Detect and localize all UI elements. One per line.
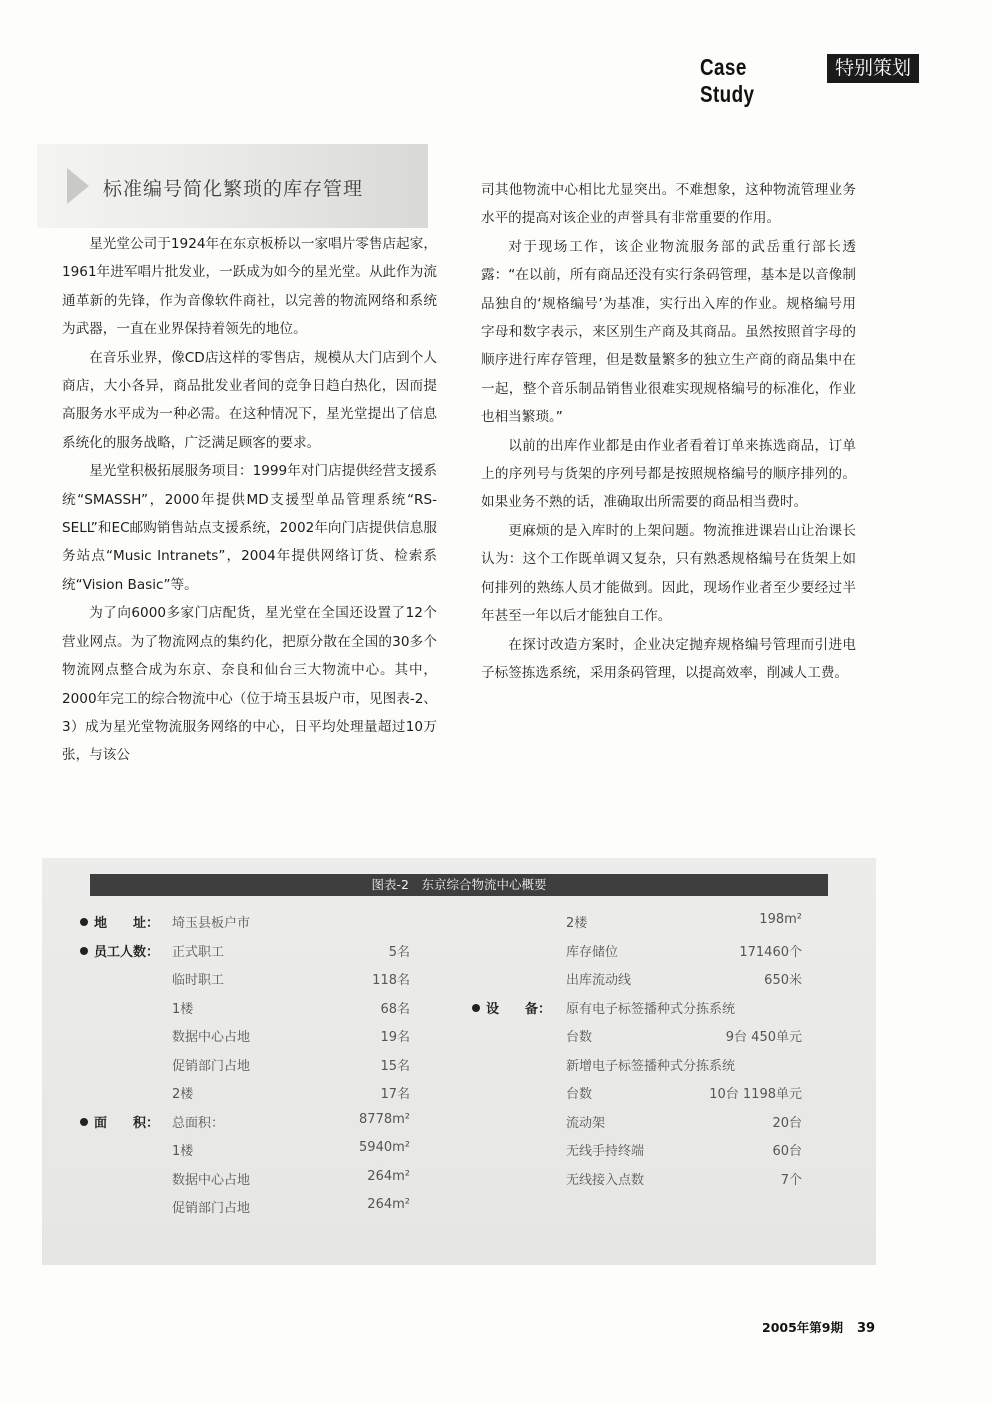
table-row-value: 15名 <box>380 1058 410 1074</box>
table-row-item: 库存储位 <box>566 944 619 960</box>
table-row-item: 无线手持终端 <box>566 1144 645 1159</box>
table-row <box>80 1112 410 1141</box>
table-row-item: 埼玉县板户市 <box>172 916 251 931</box>
table-row-item: 无线接入点数 <box>566 1172 645 1188</box>
section-heading: 标准编号简化繁琐的库存管理 <box>103 178 364 200</box>
table-row <box>472 1140 802 1169</box>
table-row-value: 650米 <box>764 973 802 988</box>
table-row-item: 2楼 <box>172 1087 194 1102</box>
bullet-icon <box>80 947 88 955</box>
table-row <box>472 1112 802 1141</box>
left-column <box>62 230 437 770</box>
page-number: 39 <box>857 1321 876 1336</box>
paragraph: 以前的出库作业都是由作业者看着订单来拣选商品，订单上的序列号与货架的序列号都是按照规格编号的顺序排列的。如果业务不熟的话，准确取出所需要的商品相当费时。 <box>481 437 856 511</box>
table-row-value: 264m² <box>367 1168 410 1184</box>
table-row-item: 流动架 <box>566 1115 606 1131</box>
table-row-item: 数据中心占地 <box>172 1030 251 1045</box>
paragraph: 更麻烦的是入库时的上架问题。物流推进课岩山让治课长认为：这个工作既单调又复杂，只有熟悉规格编号在货架上如何排列的熟练人员才能做到。因此，现场作业者至少要经过半年甚至一年以后才能独自工作。 <box>481 522 856 625</box>
table-row-item: 促销部门占地 <box>172 1201 251 1216</box>
table-row-item: 出库流动线 <box>566 973 632 988</box>
table-row-item: 台数 <box>566 1087 593 1102</box>
table-row <box>472 998 802 1027</box>
table-row-label: 地 址： <box>94 916 160 931</box>
table-row-item: 2楼 <box>566 916 588 931</box>
paragraph: 星光堂公司于1924年在东京板桥以一家唱片零售店起家，1961年进军唱片批发业，一跃成为如今的星光堂。从此作为流通革新的先锋，作为音像软件商社，以完善的物流网络和系统为武器，一直在业界保持着领先的地位。 <box>62 236 437 338</box>
table-row <box>80 941 410 970</box>
table-row-value: 20台 <box>772 1115 802 1131</box>
table-row-item: 促销部门占地 <box>172 1058 251 1074</box>
table-row <box>472 1083 802 1112</box>
paragraph: 在探讨改造方案时，企业决定抛弃规格编号管理而引进电子标签拣选系统，采用条码管理，以提高效率，削减人工费。 <box>481 636 856 681</box>
table-row-value: 198m² <box>759 912 802 927</box>
table-row-label: 员工人数： <box>94 944 160 960</box>
table-row <box>472 969 802 998</box>
table-row-value: 17名 <box>380 1087 410 1102</box>
table-row-value: 60台 <box>772 1144 802 1159</box>
paragraph: 对于现场工作，该企业物流服务部的武岳重行部长透露：“在以前，所有商品还没有实行条码管理，基本是以音像制品独自的‘规格编号’为基准，实行出入库的作业。规格编号用字母和数字表示，来区别生产商及其商品。虽然按照首字母的顺序进行库存管理，但是数量繁多的独立生产商的商品集中在一起，整个音乐制品销售业很难实现规格编号的标准化，作业也相当繁琐。” <box>481 238 856 426</box>
table-row-value: 171460个 <box>739 944 802 960</box>
bullet-icon <box>80 918 88 926</box>
table-row <box>472 941 802 970</box>
table-row-value: 7个 <box>780 1172 802 1188</box>
table-row <box>80 1083 410 1112</box>
table-row <box>472 1026 802 1055</box>
page-footer <box>762 1318 875 1336</box>
table-row-value: 9台 450单元 <box>725 1030 802 1045</box>
table-row-item: 新增电子标签播种式分拣系统 <box>566 1058 736 1074</box>
table-row-item: 1楼 <box>172 1001 194 1017</box>
table-row-value: 10台 1198单元 <box>709 1087 802 1102</box>
table-row-item: 临时职工 <box>172 973 225 988</box>
table-row-item: 数据中心占地 <box>172 1172 251 1188</box>
table-row-item: 原有电子标签播种式分拣系统 <box>566 1001 736 1017</box>
table-row <box>472 1169 802 1198</box>
table-row-value: 5940m² <box>359 1140 410 1155</box>
table-row-value: 68名 <box>380 1001 410 1017</box>
section-heading-box <box>37 144 428 228</box>
table-row-value: 8778m² <box>359 1111 410 1127</box>
table-row-item: 正式职工 <box>172 944 225 960</box>
table-row-item: 1楼 <box>172 1144 194 1159</box>
table-row-value: 5名 <box>388 944 410 960</box>
table-row <box>80 912 410 941</box>
table-row-value: 118名 <box>372 973 410 988</box>
table-row <box>80 1055 410 1084</box>
table-left-column <box>80 912 410 1226</box>
table-row <box>80 1169 410 1198</box>
table-row-label: 设 备： <box>486 1001 552 1017</box>
table-row <box>472 912 802 941</box>
table-row <box>80 969 410 998</box>
table-right-column <box>472 912 802 1197</box>
table-row <box>80 1197 410 1226</box>
bullet-icon <box>80 1118 88 1126</box>
table-row <box>80 998 410 1027</box>
table-title: 图表-2 东京综合物流中心概要 <box>90 874 828 896</box>
paragraph: 星光堂积极拓展服务项目：1999年对门店提供经营支援系统“SMASSH”，2000年提供MD支援型单品管理系统“RS-SELL”和EC邮购销售站点支援系统，2002年向门店提供信息服务站点“Music Intranets”，2004年提供网络订货、检索系统“Vision Basic”等。 <box>62 463 437 593</box>
table-row-item: 台数 <box>566 1030 593 1045</box>
issue-label: 2005年第9期 <box>762 1320 843 1335</box>
table-row <box>80 1026 410 1055</box>
summary-table <box>42 858 876 1265</box>
paragraph: 司其他物流中心相比尤显突出。不难想象，这种物流管理业务水平的提高对该企业的声誉具有非常重要的作用。 <box>481 182 856 227</box>
table-row <box>472 1055 802 1084</box>
paragraph: 为了向6000多家门店配货，星光堂在全国还设置了12个营业网点。为了物流网点的集约化，把原分散在全国的30多个物流网点整合成为东京、奈良和仙台三大物流中心。其中，2000年完工的综合物流中心（位于埼玉县坂户市，见图表-2、3）成为星光堂物流服务网络的中心，日平均处理量超过10万张，与该公 <box>62 605 437 764</box>
paragraph: 在音乐业界，像CD店这样的零售店，规模从大门店到个人商店，大小各异，商品批发业者间的竞争日趋白热化，因而提高服务水平成为一种必需。在这种情况下，星光堂提出了信息系统化的服务战略，广泛满足顾客的要求。 <box>62 349 437 451</box>
header-title: Case Study <box>700 54 755 107</box>
table-row-value: 264m² <box>367 1197 410 1212</box>
header-badge: 特别策划 <box>827 54 919 83</box>
right-column <box>481 176 856 687</box>
table-row <box>80 1140 410 1169</box>
table-row-item: 总面积： <box>172 1115 225 1131</box>
table-row-value: 19名 <box>380 1030 410 1045</box>
bullet-icon <box>472 1004 480 1012</box>
table-row-label: 面 积： <box>94 1115 160 1131</box>
